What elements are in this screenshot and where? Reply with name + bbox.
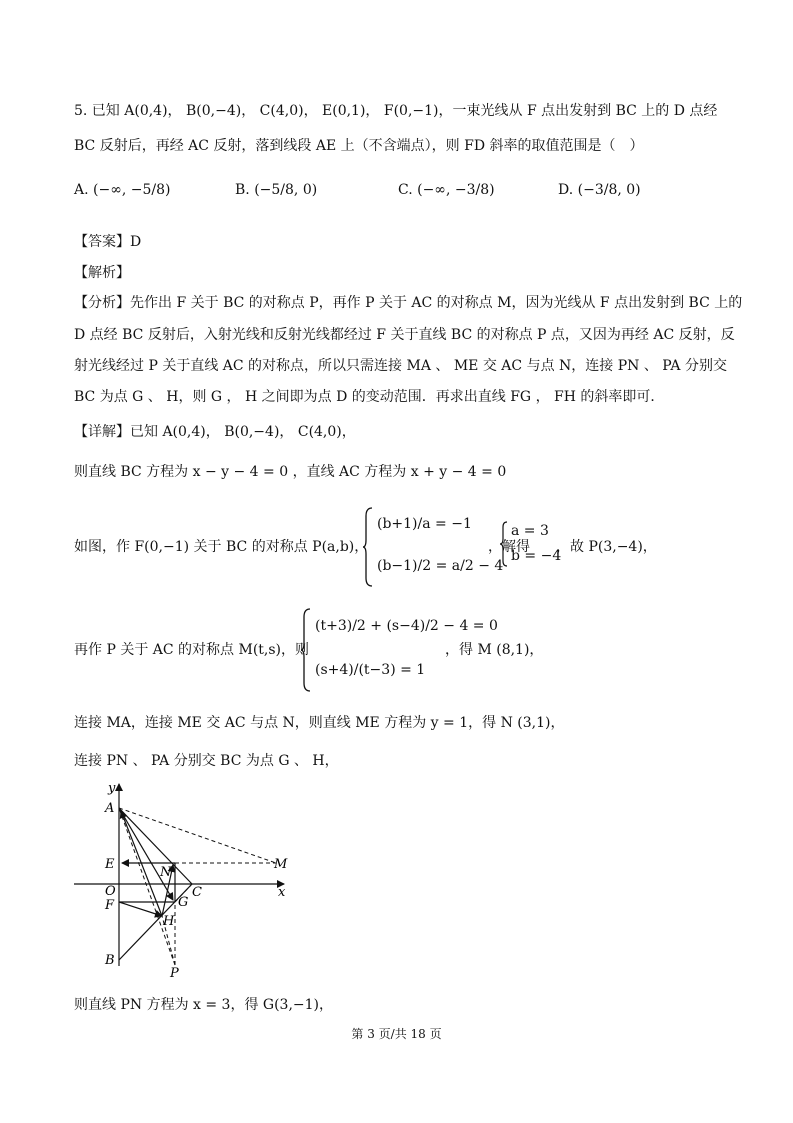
label-o: O [105,884,116,899]
analysis-line-4: BC 为点 G 、 H，则 G ， H 之间即为点 D 的变动范围．再求出直线 FG ， FH 的斜率即可． [74,389,665,405]
system-1-solution-brace [499,520,509,568]
label-h: H [163,914,175,929]
analysis-heading: 【解析】 [74,265,130,281]
answer-line: 【答案】D [74,234,142,250]
ray-a-to-g [119,808,173,900]
label-y: y [108,781,116,796]
dashed-am [119,808,276,863]
detail-line-2: 则直线 BC 方程为 x − y − 4 = 0 ，直线 AC 方程为 x + y − 4 = 0 [74,464,507,480]
system-1-solution-2: b = −4 [511,548,562,564]
label-e: E [105,857,115,872]
system-2-eq-2: (s+4)/(t−3) = 1 [315,662,426,678]
label-x: x [278,885,286,900]
label-g: G [178,895,189,910]
detail-line-5: 连接 MA，连接 ME 交 AC 与点 N，则直线 ME 方程为 y = 1，得 N (3,1)， [74,715,565,731]
label-n: N [160,865,172,880]
detail-line-7: 则直线 PN 方程为 x = 3，得 G(3,−1)， [74,997,334,1013]
label-m: M [274,857,288,872]
detail-line-6: 连接 PN 、 PA 分别交 BC 为点 G 、 H， [74,753,339,769]
detail-line-3-post: ，故 P(3,−4)， [556,539,657,555]
detail-line-3-mid: ，解得 [488,539,530,555]
detail-line-3-pre: 如图，作 F(0,−1) 关于 BC 的对称点 P(a,b)， [74,539,369,555]
system-2-brace [300,607,312,693]
option-b: B. (−5/8, 0) [235,182,318,198]
dashed-pa [119,808,175,965]
label-b: B [105,953,115,968]
option-a: A. (−∞, −5/8) [74,182,171,198]
label-f: F [105,898,115,913]
question-line-1: 5. 已知 A(0,4)， B(0,−4)， C(4,0)， E(0,1)， F(0,−1)，一束光线从 F 点出发射到 BC 上的 D 点经 [74,103,718,119]
system-1-eq-2: (b−1)/2 = a/2 − 4 [377,558,504,574]
option-c: C. (−∞, −3/8) [398,182,495,198]
detail-line-4-pre: 再作 P 关于 AC 的对称点 M(t,s)，则 [74,642,310,658]
detail-line-1: 【详解】已知 A(0,4)， B(0,−4)， C(4,0)， [74,424,356,440]
system-1-solution-1: a = 3 [511,523,549,539]
page-footer: 第 3 页/共 18 页 [351,1027,442,1041]
label-c: C [192,885,202,900]
system-2-eq-1: (t+3)/2 + (s−4)/2 − 4 = 0 [315,618,498,634]
system-1-eq-1: (b+1)/a = −1 [377,516,472,532]
analysis-line-3: 射光线经过 P 关于直线 AC 的对称点，所以只需连接 MA 、 ME 交 AC 与点 N，连接 PN 、 PA 分别交 [74,358,727,374]
analysis-line-2: D 点经 BC 反射后，入射光线和反射光线都经过 F 关于直线 BC 的对称点 P 点，又因为再经 AC 反射，反 [74,327,735,343]
option-d: D. (−3/8, 0) [558,182,641,198]
system-1-brace [362,506,374,588]
geometry-figure [66,778,306,978]
analysis-line-1: 【分析】先作出 F 关于 BC 的对称点 P，再作 P 关于 AC 的对称点 M，因为光线从 F 点出发射到 BC 上的 [74,295,743,311]
question-line-2: BC 反射后，再经 AC 反射，落到线段 AE 上（不含端点），则 FD 斜率的取值范围是（ ） [74,138,644,154]
segment-ac [119,808,192,884]
detail-line-4-post: ，得 M (8,1)， [445,642,544,658]
label-a: A [105,801,115,816]
label-p: P [170,966,179,978]
